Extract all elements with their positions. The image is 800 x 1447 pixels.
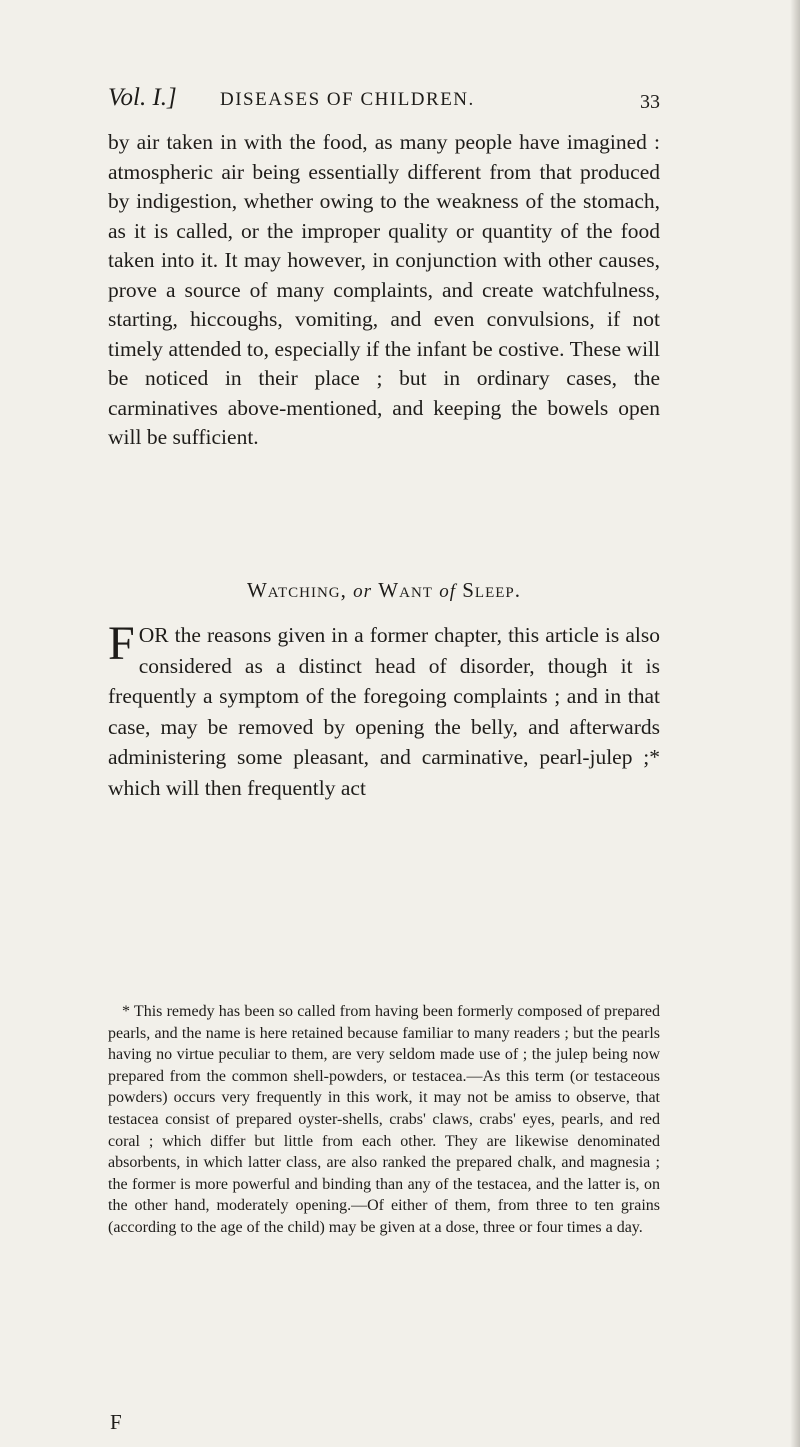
heading-word-sleep: Sleep.	[462, 578, 521, 602]
footnote-text: * This remedy has been so called from having been formerly composed of prepared pearls, and the name is here retained because familiar to many readers ; but the pearls having no virtue peculiar to them, are very seldom made use of ; the julep being now prepared from the common shell-powders, or testacea.—As this term (or testaceous powders) occurs very frequently in this work, it may not be amiss to observe, that testacea consist of prepared oyster-shells, crabs' claws, crabs' eyes, pearls, and red coral ; which differ but little from each other. They are likewise denominated absorbents, in which latter class, are also ranked the prepared chalk, and magnesia ; the former is more powerful and binding than any of the testacea, and the latter is, on the other hand, moderately opening.—Of either of them, from three to ten grains (according to the age of the child) may be given at a dose, three or four times a day.	[108, 1003, 660, 1236]
signature-mark: F	[110, 1410, 122, 1434]
section-text	[108, 617, 660, 803]
section-paragraph-text: OR the reasons given in a former chapter, this article is also considered as a distinct head of disorder, though it is frequently a symptom of the foregoing complaints ; and in that case, may be removed by opening the belly, and afterwards administering some pleasant, and carminative, pearl-julep ;* which will then frequently act	[108, 623, 660, 800]
drop-cap: F	[108, 617, 135, 670]
volume-marker: Vol. I.]	[108, 84, 177, 111]
heading-word-of: of	[439, 581, 456, 602]
heading-word-or: or	[353, 581, 373, 602]
section-paragraph	[108, 617, 660, 803]
running-head	[108, 82, 660, 122]
body-text	[108, 128, 660, 453]
body-paragraph: by air taken in with the food, as many people have imagined : atmospheric air being essentially different from that produced by indigestion, whether owing to the weakness of the stomach, as it is called, or the improper quality or quantity of the food taken into it. It may however, in conjunction with other causes, prove a source of many complaints, and create watchfulness, starting, hiccoughs, vomiting, and even convulsions, if not timely attended to, especially if the infant be costive. These will be noticed in their place ; but in ordinary cases, the carminatives above-mentioned, and keeping the bowels open will be sufficient.	[108, 130, 660, 449]
heading-word-want: Want	[378, 578, 433, 602]
footnote	[108, 1001, 660, 1239]
page-edge-shadow	[790, 0, 800, 1447]
section-heading	[108, 578, 660, 603]
running-title: DISEASES OF CHILDREN.	[220, 89, 475, 110]
heading-word-watching: Watching,	[246, 578, 347, 602]
page-number: 33	[640, 91, 660, 113]
